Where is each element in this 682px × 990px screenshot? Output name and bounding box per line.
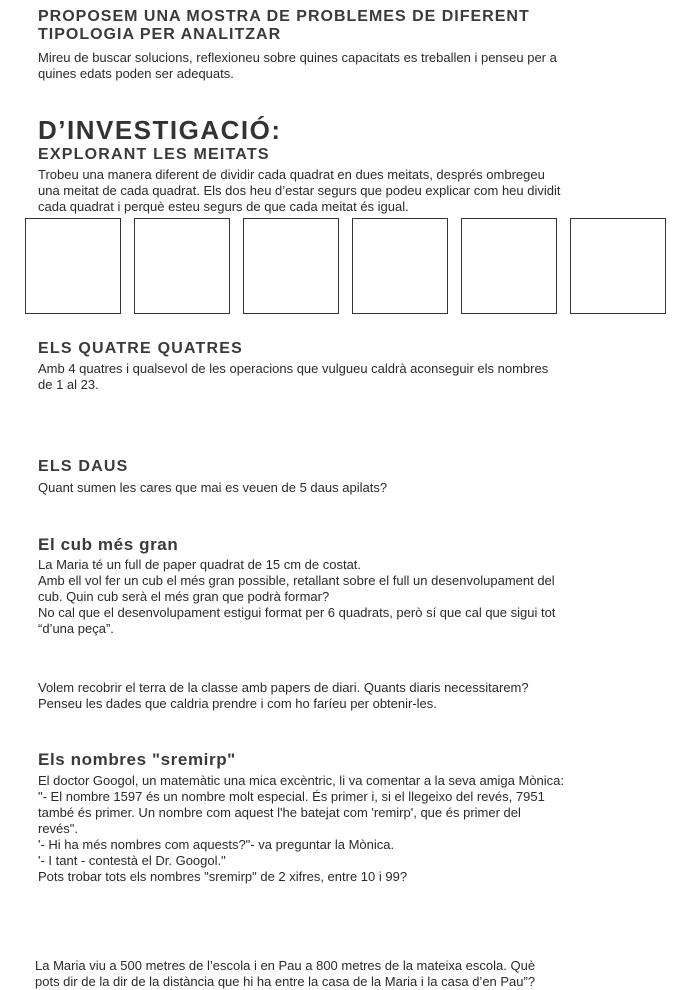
daus-title: ELS DAUS: [38, 458, 129, 475]
text-line: Penseu les dades que caldria prendre i com ho faríeu per obtenir-les.: [38, 696, 437, 711]
text-line: una meitat de cada quadrat. Els dos heu d’estar segurs que podeu explicar com heu dividit: [38, 183, 561, 198]
text-line: '- Hi ha més nombres com aquests?"- va preguntar la Mònica.: [38, 837, 395, 852]
text-line: La Maria té un full de paper quadrat de 15 cm de costat.: [38, 557, 362, 572]
text-line: quines edats poden ser adequats.: [38, 66, 234, 81]
text-line: El doctor Googol, un matemàtic una mica excèntric, li va comentar a la seva amiga Mònica:: [38, 773, 565, 788]
text-line: La Maria viu a 500 metres de l’escola i en Pau a 800 metres de la mateixa escola. Què: [35, 958, 536, 973]
text-line: "- El nombre 1597 és un nombre molt especial. És primer i, si el llegeixo del revés, 7951: [38, 789, 545, 804]
intro-title-line: PROPOSEM UNA MOSTRA DE PROBLEMES DE DIFERENT: [38, 8, 530, 25]
quatre-quatres-title: ELS QUATRE QUATRES: [38, 340, 244, 357]
cub-text: [38, 557, 555, 637]
text-line: Amb ell vol fer un cub el més gran possible, retallant sobre el full un desenvolupament del: [38, 573, 555, 588]
half-square-6[interactable]: [570, 218, 666, 314]
investigacio-text: [38, 167, 561, 215]
intro-text: [38, 50, 557, 82]
text-line: Mireu de buscar solucions, reflexioneu sobre quines capacitats es treballen i penseu per a: [38, 50, 557, 65]
text-line: No cal que el desenvolupament estigui format per 6 quadrats, però sí que cal que sigui tot: [38, 605, 556, 620]
half-square-2[interactable]: [134, 218, 230, 314]
text-line: de 1 al 23.: [38, 377, 99, 392]
half-square-3[interactable]: [243, 218, 339, 314]
text-line: Quant sumen les cares que mai es veuen de 5 daus apilats?: [38, 480, 388, 495]
investigacio-subtitle: EXPLORANT LES MEITATS: [38, 146, 270, 163]
text-line: Pots trobar tots els nombres "sremirp" de 2 xifres, entre 10 i 99?: [38, 869, 408, 884]
intro-title: [38, 8, 530, 44]
half-square-1[interactable]: [25, 218, 121, 314]
text-line: cub. Quin cub serà el més gran que podrà formar?: [38, 589, 330, 604]
text-line: Volem recobrir el terra de la classe amb papers de diari. Quants diaris necessitarem?: [38, 680, 529, 695]
text-line: pots dir de la dir de la distància que hi ha entre la casa de la Maria i la casa d’en Pau”?: [35, 974, 536, 989]
text-line: cada quadrat i perquè esteu segurs de que cada meitat és igual.: [38, 199, 409, 214]
text-line: revés".: [38, 821, 79, 836]
text-line: “d’una peça”.: [38, 621, 114, 636]
diaris-text: [38, 680, 529, 712]
cub-title: El cub més gran: [38, 535, 179, 554]
daus-text: [38, 480, 387, 496]
text-line: Trobeu una manera diferent de dividir cada quadrat en dues meitats, després ombregeu: [38, 167, 545, 182]
intro-title-line: TIPOLOGIA PER ANALITZAR: [38, 26, 282, 43]
text-line: Amb 4 quatres i qualsevol de les operacions que vulgueu caldrà aconseguir els nombres: [38, 361, 549, 376]
quatre-quatres-text: [38, 361, 548, 393]
sremirp-text: [38, 773, 564, 885]
text-line: '- I tant - contestà el Dr. Googol.": [38, 853, 226, 868]
sremirp-title: Els nombres "sremirp": [38, 750, 236, 769]
distancia-text: [35, 958, 535, 990]
half-square-4[interactable]: [352, 218, 448, 314]
text-line: també és primer. Un nombre com aquest l'he batejat com 'remirp', que és primer del: [38, 805, 521, 820]
half-square-5[interactable]: [461, 218, 557, 314]
investigacio-title: D’INVESTIGACIÓ:: [38, 115, 282, 145]
